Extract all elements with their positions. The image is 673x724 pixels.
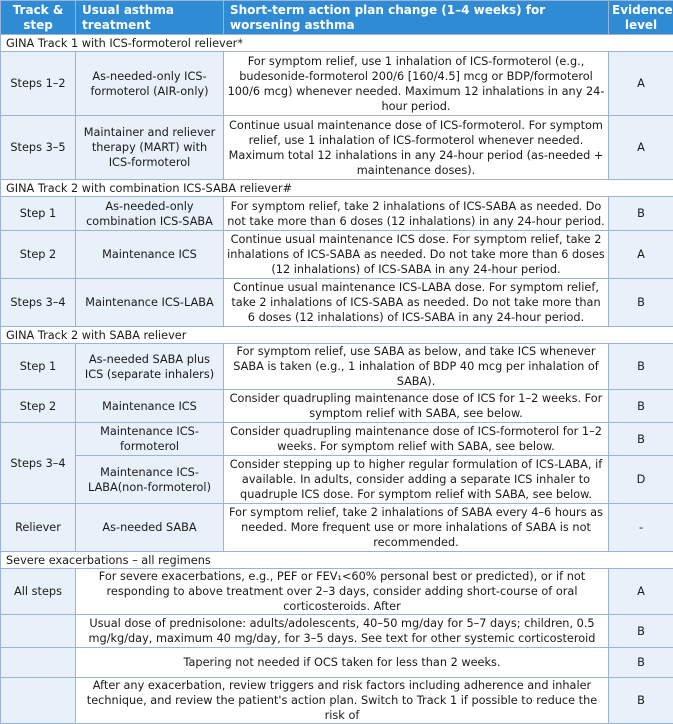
plan-cell: Tapering not needed if OCS taken for less than 2 weeks. <box>76 648 609 678</box>
table-row <box>1 231 673 279</box>
step-cell-empty <box>1 678 76 724</box>
treatment-cell: Maintenance ICS <box>76 231 224 279</box>
step-cell: Steps 1–2 <box>1 52 76 116</box>
treatment-cell: As-needed-only combination ICS-SABA <box>76 197 224 231</box>
plan-cell: Continue usual maintenance ICS-LABA dose. For symptom relief, take 2 inhalations of ICS-SABA as needed. Do not take more than 6 doses (12 inhalations) of ICS-SABA in any 24-hour period. <box>224 279 609 327</box>
step-cell-empty <box>1 648 76 678</box>
evidence-cell: B <box>609 390 673 423</box>
step-cell: All steps <box>1 569 76 615</box>
table-row <box>1 678 673 724</box>
plan-cell: For symptom relief, use SABA as below, and take ICS whenever SABA is taken (e.g., 1 inhalation of BDP 40 mcg per inhalation of SABA). <box>224 344 609 390</box>
table-row <box>1 390 673 423</box>
plan-cell: For symptom relief, use 1 inhalation of ICS-formoterol (e.g., budesonide-formoterol 200/6 [160/4.5] mcg or BDP/formoterol 100/6 mcg) whenever needed. Maximum 12 inhalations in any 24-hour period. <box>224 52 609 116</box>
header-row <box>1 1 673 35</box>
step-cell: Step 2 <box>1 390 76 423</box>
evidence-cell: B <box>609 615 673 648</box>
table-row <box>1 279 673 327</box>
plan-cell: For symptom relief, take 2 inhalations of ICS-SABA as needed. Do not take more than 6 doses (12 inhalations) in any 24-hour period. <box>224 197 609 231</box>
plan-cell: Continue usual maintenance dose of ICS-formoterol. For symptom relief, use 1 inhalation of ICS-formoterol whenever needed. Maximum total 12 inhalations in any 24-hour period (as-needed + maintenance doses). <box>224 116 609 180</box>
step-cell-empty <box>1 615 76 648</box>
plan-cell: Continue usual maintenance ICS dose. For symptom relief, take 2 inhalations of ICS-SABA as needed. Do not take more than 6 doses (12 inhalations) of ICS-SABA in any 24-hour period. <box>224 231 609 279</box>
treatment-cell: Maintenance ICS-LABA <box>76 279 224 327</box>
step-cell: Step 1 <box>1 197 76 231</box>
step-cell: Steps 3–4 <box>1 279 76 327</box>
section-row <box>1 180 673 197</box>
evidence-cell: B <box>609 678 673 724</box>
section-title-track1: GINA Track 1 with ICS-formoterol reliever* <box>1 35 673 52</box>
treatment-cell: Maintenance ICS-LABA(non-formoterol) <box>76 456 224 504</box>
header-action-plan: Short-term action plan change (1–4 weeks) for worsening asthma <box>224 1 609 35</box>
plan-cell: For symptom relief, take 2 inhalations of SABA every 4–6 hours as needed. More frequent use or more inhalations of SABA is not recommended. <box>224 504 609 552</box>
evidence-cell: B <box>609 197 673 231</box>
section-title-track2-saba: GINA Track 2 with SABA reliever <box>1 327 673 344</box>
evidence-cell: - <box>609 504 673 552</box>
step-cell: Steps 3–5 <box>1 116 76 180</box>
section-row <box>1 552 673 569</box>
evidence-cell: A <box>609 569 673 615</box>
evidence-cell: A <box>609 52 673 116</box>
table-row <box>1 197 673 231</box>
table-row <box>1 569 673 615</box>
treatment-cell: As-needed SABA <box>76 504 224 552</box>
header-evidence-level: Evidence level <box>609 1 673 35</box>
plan-cell: Usual dose of prednisolone: adults/adolescents, 40–50 mg/day for 5–7 days; children, 0.5 mg/kg/day, maximum 40 mg/day, for 3–5 days. See text for other systemic corticosteroid <box>76 615 609 648</box>
evidence-cell: B <box>609 344 673 390</box>
plan-cell: Consider quadrupling maintenance dose of ICS for 1–2 weeks. For symptom relief with SABA, see below. <box>224 390 609 423</box>
treatment-cell: As-needed SABA plus ICS (separate inhalers) <box>76 344 224 390</box>
table-row <box>1 423 673 456</box>
step-cell: Steps 3–4 <box>1 423 76 504</box>
table-row <box>1 648 673 678</box>
treatment-cell: Maintenance ICS <box>76 390 224 423</box>
section-title-severe: Severe exacerbations – all regimens <box>1 552 673 569</box>
step-cell: Reliever <box>1 504 76 552</box>
section-title-track2-combination: GINA Track 2 with combination ICS-SABA reliever# <box>1 180 673 197</box>
section-row <box>1 327 673 344</box>
evidence-cell: D <box>609 456 673 504</box>
plan-cell: Consider stepping up to higher regular formulation of ICS-LABA, if available. In adults, consider adding a separate ICS inhaler to quadruple ICS dose. For symptom relief with SABA, see below. <box>224 456 609 504</box>
treatment-cell: Maintainer and reliever therapy (MART) with ICS-formoterol <box>76 116 224 180</box>
evidence-cell: B <box>609 423 673 456</box>
table-row <box>1 504 673 552</box>
step-cell: Step 2 <box>1 231 76 279</box>
section-row <box>1 35 673 52</box>
header-usual-treatment: Usual asthma treatment <box>76 1 224 35</box>
table-row <box>1 52 673 116</box>
treatment-cell: Maintenance ICS-formoterol <box>76 423 224 456</box>
table-row <box>1 456 673 504</box>
table-row <box>1 615 673 648</box>
plan-cell: For severe exacerbations, e.g., PEF or FEV₁<60% personal best or predicted), or if not responding to above treatment over 2–3 days, consider adding short-course of oral corticosteroids. After <box>76 569 609 615</box>
table-row <box>1 116 673 180</box>
step-cell: Step 1 <box>1 344 76 390</box>
treatment-cell: As-needed-only ICS-formoterol (AIR-only) <box>76 52 224 116</box>
evidence-cell: A <box>609 116 673 180</box>
plan-cell: After any exacerbation, review triggers and risk factors including adherence and inhaler technique, and review the patient's action plan. Switch to Track 1 if possible to reduce the risk of <box>76 678 609 724</box>
header-track-step: Track & step <box>1 1 76 35</box>
evidence-cell: B <box>609 648 673 678</box>
evidence-cell: B <box>609 279 673 327</box>
plan-cell: Consider quadrupling maintenance dose of ICS-formoterol for 1–2 weeks. For symptom relief with SABA, see below. <box>224 423 609 456</box>
evidence-cell: A <box>609 231 673 279</box>
table-row <box>1 344 673 390</box>
